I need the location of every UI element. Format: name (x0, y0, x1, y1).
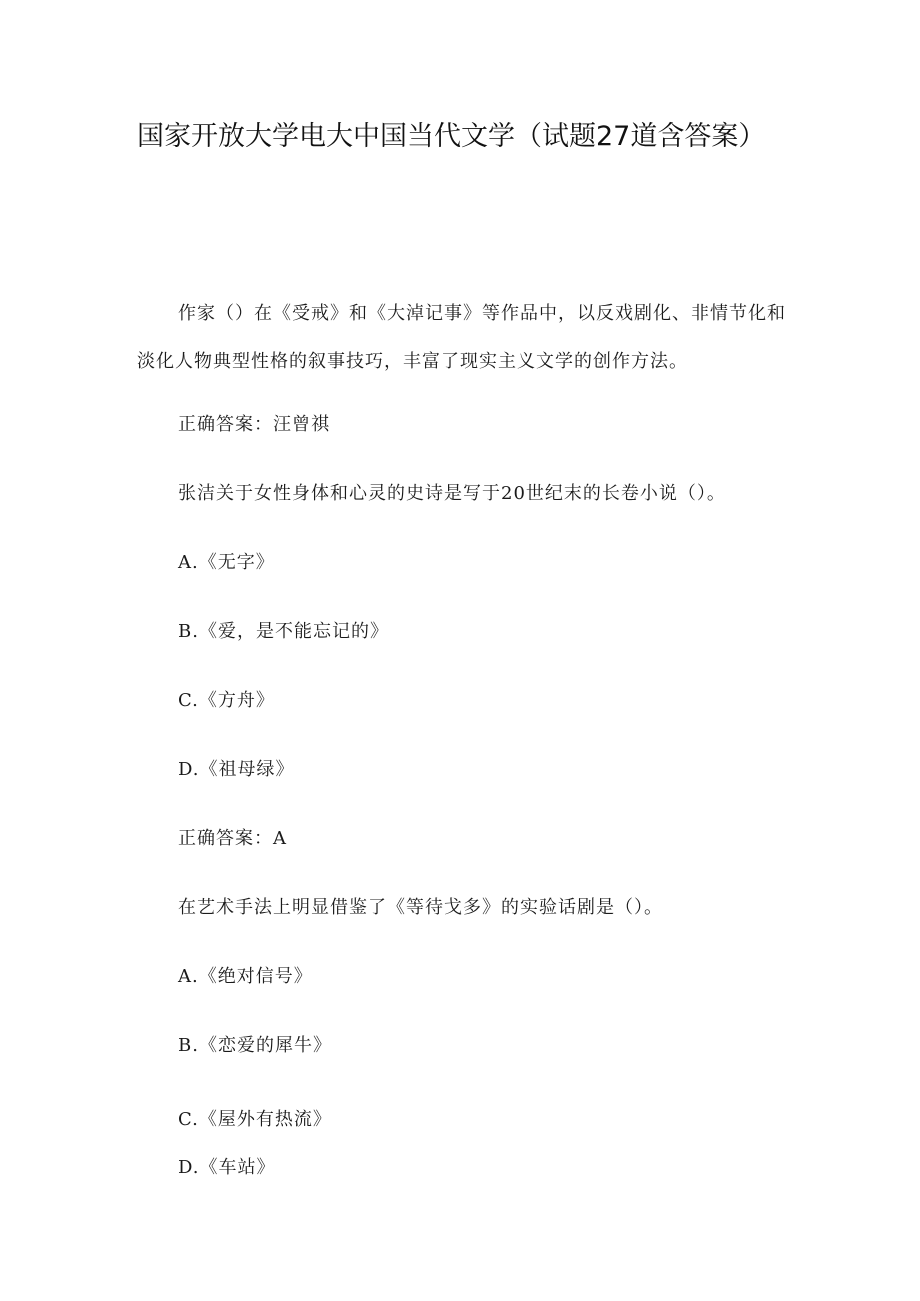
question-2-option-a: A.《无字》 (178, 552, 275, 573)
question-1-stem: 作家（）在《受戒》和《大淖记事》等作品中，以反戏剧化、非情节化和淡化人物典型性格的叙事技巧，丰富了现实主义文学的创作方法。 (137, 303, 786, 372)
question-1-answer: 正确答案：汪曾祺 (178, 414, 330, 435)
question-2-option-c: C.《方舟》 (178, 690, 275, 711)
document-title: 国家开放大学电大中国当代文学（试题27道含答案） (137, 121, 766, 152)
question-2-stem: 张洁关于女性身体和心灵的史诗是写于20世纪末的长卷小说（）。 (178, 483, 726, 504)
question-2-option-b: B.《爱，是不能忘记的》 (178, 621, 389, 642)
question-2-option-d: D.《祖母绿》 (178, 759, 295, 780)
question-2-answer: 正确答案：A (178, 828, 287, 849)
question-3-stem: 在艺术手法上明显借鉴了《等待戈多》的实验话剧是（）。 (178, 897, 663, 918)
question-3-option-b: B.《恋爱的犀牛》 (178, 1035, 332, 1056)
question-3-option-c: C.《屋外有热流》 (178, 1109, 332, 1130)
question-3-option-a: A.《绝对信号》 (178, 966, 313, 987)
question-3-option-d: D.《车站》 (178, 1157, 276, 1178)
